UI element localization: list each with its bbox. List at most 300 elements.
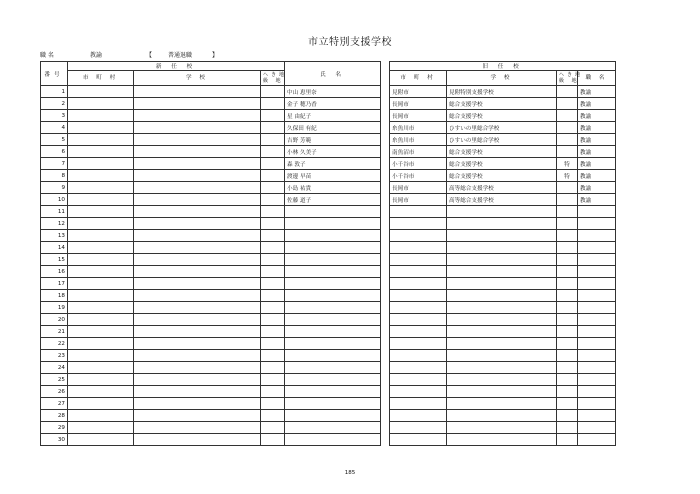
new-school-cell [134,86,261,98]
old-school-cell: 高等総合支援学校 [447,194,557,206]
old-city-cell: 長岡市 [390,182,447,194]
old-school-cell: 高等総合支援学校 [447,182,557,194]
new-remote-cell [261,134,285,146]
new-city-cell [68,206,134,218]
position-cell: 教諭 [578,194,616,206]
new-school-cell [134,218,261,230]
name-cell [285,434,381,446]
new-city-cell [68,386,134,398]
old-school-cell [447,266,557,278]
gap-cell [381,98,390,110]
gap-cell [381,134,390,146]
new-school-cell [134,290,261,302]
name-cell [285,398,381,410]
row-number: 28 [41,410,68,422]
row-number: 15 [41,254,68,266]
row-number: 13 [41,230,68,242]
table-row [41,350,616,362]
header-new-city: 市 町 村 [68,71,134,86]
job-label: 職 名 [40,52,54,59]
name-cell [285,218,381,230]
new-city-cell [68,290,134,302]
position-cell [578,338,616,350]
gap-cell [381,254,390,266]
gap-cell [381,122,390,134]
job-line [40,50,218,59]
old-remote-cell [557,98,578,110]
old-remote-cell [557,146,578,158]
table-row [41,134,616,146]
position-cell: 教諭 [578,98,616,110]
job-value: 教諭 [90,52,103,59]
old-school-cell [447,218,557,230]
gap-cell [381,386,390,398]
row-number: 11 [41,206,68,218]
old-school-cell [447,422,557,434]
gap-cell [381,398,390,410]
row-number: 8 [41,170,68,182]
position-cell [578,278,616,290]
gap-cell [381,362,390,374]
old-city-cell: 長岡市 [390,194,447,206]
new-remote-cell [261,170,285,182]
name-cell: 小林 久美子 [285,146,381,158]
gap-cell [381,326,390,338]
row-number: 21 [41,326,68,338]
new-remote-cell [261,422,285,434]
old-school-cell [447,326,557,338]
old-school-cell [447,206,557,218]
position-cell [578,410,616,422]
old-remote-cell [557,326,578,338]
gap-cell [381,86,390,98]
table-row [41,110,616,122]
old-city-cell [390,326,447,338]
old-school-cell [447,398,557,410]
old-city-cell: 長岡市 [390,98,447,110]
position-cell [578,398,616,410]
old-school-cell: 総合支援学校 [447,146,557,158]
new-city-cell [68,194,134,206]
gap-cell [381,170,390,182]
new-remote-cell [261,230,285,242]
new-school-cell [134,170,261,182]
old-school-cell: 見附特別支援学校 [447,86,557,98]
position-cell [578,254,616,266]
row-number: 24 [41,362,68,374]
new-remote-cell [261,398,285,410]
new-city-cell [68,434,134,446]
position-cell [578,242,616,254]
new-school-cell [134,254,261,266]
header-row-1 [41,62,616,71]
position-cell [578,290,616,302]
old-city-cell: 長岡市 [390,110,447,122]
new-city-cell [68,410,134,422]
new-city-cell [68,86,134,98]
old-city-cell: 南魚沼市 [390,146,447,158]
new-remote-cell [261,218,285,230]
old-remote-cell [557,266,578,278]
new-city-cell [68,242,134,254]
new-city-cell [68,134,134,146]
table-row [41,230,616,242]
position-cell [578,314,616,326]
row-number: 5 [41,134,68,146]
old-school-cell [447,254,557,266]
new-school-cell [134,110,261,122]
gap-cell [381,434,390,446]
header-old-city: 市 町 村 [390,71,447,86]
name-cell [285,326,381,338]
row-number: 18 [41,290,68,302]
header-position: 職 名 [578,71,616,86]
new-school-cell [134,338,261,350]
old-city-cell [390,206,447,218]
new-remote-cell [261,434,285,446]
name-cell [285,302,381,314]
table-row [41,170,616,182]
old-school-cell [447,386,557,398]
table-row [41,218,616,230]
name-cell [285,338,381,350]
new-remote-cell [261,386,285,398]
position-cell: 教諭 [578,170,616,182]
table-row [41,278,616,290]
name-cell: 中山 恵里奈 [285,86,381,98]
new-city-cell [68,422,134,434]
name-cell [285,278,381,290]
document-title: 市立特別支援学校 [308,37,392,48]
position-cell [578,386,616,398]
position-cell: 教諭 [578,86,616,98]
name-cell [285,254,381,266]
name-cell: 吉野 芳範 [285,134,381,146]
old-remote-cell [557,182,578,194]
table-row [41,266,616,278]
new-remote-cell [261,194,285,206]
new-school-cell [134,362,261,374]
header-no: 番号 [41,62,68,86]
new-city-cell [68,326,134,338]
old-school-cell [447,314,557,326]
new-school-cell [134,242,261,254]
new-city-cell [68,350,134,362]
old-school-cell: 総合支援学校 [447,158,557,170]
table-row [41,242,616,254]
gap-cell [381,290,390,302]
name-cell [285,410,381,422]
new-school-cell [134,158,261,170]
new-city-cell [68,362,134,374]
position-cell [578,230,616,242]
gap-cell [381,158,390,170]
new-school-cell [134,134,261,146]
new-school-cell [134,182,261,194]
new-school-cell [134,314,261,326]
new-remote-cell [261,110,285,122]
table-row [41,182,616,194]
new-school-cell [134,410,261,422]
name-cell [285,422,381,434]
table-row [41,302,616,314]
old-school-cell [447,350,557,362]
old-school-cell: ひすいの里総合学校 [447,134,557,146]
position-cell: 教諭 [578,122,616,134]
name-cell [285,350,381,362]
new-city-cell [68,170,134,182]
position-cell: 教諭 [578,110,616,122]
roster-body [41,86,616,446]
new-remote-cell [261,266,285,278]
new-remote-cell [261,278,285,290]
table-row [41,374,616,386]
name-cell: 小島 祐貴 [285,182,381,194]
new-school-cell [134,434,261,446]
header-name: 氏 名 [285,62,381,86]
new-city-cell [68,254,134,266]
position-cell [578,266,616,278]
old-city-cell: 糸魚川市 [390,122,447,134]
header-old-school: 旧 任 校 [390,62,616,71]
transfer-type: 普通退職 [168,52,193,59]
old-school-cell: 総合支援学校 [447,110,557,122]
new-remote-cell [261,254,285,266]
old-city-cell [390,302,447,314]
old-city-cell: 小千谷市 [390,158,447,170]
position-cell [578,206,616,218]
old-school-cell: 総合支援学校 [447,98,557,110]
gap-cell [381,266,390,278]
table-row [41,326,616,338]
gap-cell [381,110,390,122]
new-remote-cell [261,242,285,254]
row-number: 19 [41,302,68,314]
old-school-cell [447,410,557,422]
table-row [41,314,616,326]
old-remote-cell [557,86,578,98]
name-cell [285,242,381,254]
row-number: 6 [41,146,68,158]
old-remote-cell [557,410,578,422]
old-city-cell [390,230,447,242]
new-city-cell [68,110,134,122]
old-remote-cell [557,242,578,254]
position-cell: 教諭 [578,182,616,194]
old-remote-cell [557,302,578,314]
old-school-cell: 総合支援学校 [447,170,557,182]
name-cell: 星 由紀子 [285,110,381,122]
table-row [41,86,616,98]
old-remote-cell [557,362,578,374]
old-remote-cell [557,290,578,302]
row-number: 25 [41,374,68,386]
gap-cell [381,182,390,194]
new-school-cell [134,146,261,158]
old-remote-cell [557,350,578,362]
old-school-cell [447,242,557,254]
old-city-cell [390,266,447,278]
new-remote-cell [261,410,285,422]
table-row [41,158,616,170]
new-remote-cell [261,158,285,170]
position-cell [578,362,616,374]
old-city-cell [390,374,447,386]
row-number: 1 [41,86,68,98]
bracket-close: 】 [212,52,219,59]
new-remote-cell [261,122,285,134]
old-school-cell [447,434,557,446]
new-remote-cell [261,182,285,194]
position-cell: 教諭 [578,158,616,170]
table-row [41,362,616,374]
gap-cell [381,146,390,158]
old-city-cell [390,314,447,326]
bracket-open: 【 [146,52,153,59]
old-school-cell [447,230,557,242]
new-city-cell [68,146,134,158]
name-cell [285,230,381,242]
row-number: 16 [41,266,68,278]
table-row [41,386,616,398]
new-school-cell [134,98,261,110]
table-row [41,398,616,410]
old-city-cell [390,410,447,422]
name-cell [285,206,381,218]
new-city-cell [68,338,134,350]
new-city-cell [68,122,134,134]
new-city-cell [68,182,134,194]
old-city-cell [390,242,447,254]
old-city-cell [390,338,447,350]
new-school-cell [134,194,261,206]
row-number: 26 [41,386,68,398]
table-row [41,194,616,206]
gap-cell [381,218,390,230]
table-row [41,122,616,134]
name-cell [285,266,381,278]
table-row [41,254,616,266]
old-remote-cell [557,422,578,434]
row-number: 2 [41,98,68,110]
table-row [41,434,616,446]
new-city-cell [68,314,134,326]
table-row [41,338,616,350]
old-school-cell [447,338,557,350]
gap-cell [381,338,390,350]
new-city-cell [68,374,134,386]
new-city-cell [68,398,134,410]
position-cell [578,422,616,434]
old-remote-cell [557,134,578,146]
old-city-cell [390,350,447,362]
old-remote-cell [557,194,578,206]
name-cell [285,290,381,302]
table-row [41,146,616,158]
row-number: 12 [41,218,68,230]
table-row [41,422,616,434]
name-cell [285,374,381,386]
header-new-school: 新 任 校 [68,62,285,71]
new-city-cell [68,98,134,110]
old-remote-cell [557,434,578,446]
new-school-cell [134,422,261,434]
position-cell: 教諭 [578,146,616,158]
gap-cell [381,194,390,206]
position-cell: 教諭 [578,134,616,146]
new-school-cell [134,302,261,314]
old-school-cell [447,362,557,374]
new-city-cell [68,218,134,230]
column-gap [381,62,390,86]
old-city-cell [390,386,447,398]
row-number: 30 [41,434,68,446]
new-school-cell [134,122,261,134]
new-city-cell [68,278,134,290]
position-cell [578,326,616,338]
old-remote-cell [557,218,578,230]
new-school-cell [134,206,261,218]
old-city-cell [390,290,447,302]
gap-cell [381,314,390,326]
row-number: 27 [41,398,68,410]
header-new-remote: へき地 級 地 [261,71,285,86]
header-old-remote: へき地 級 地 [557,71,578,86]
new-remote-cell [261,326,285,338]
old-city-cell [390,254,447,266]
new-remote-cell [261,98,285,110]
new-school-cell [134,398,261,410]
gap-cell [381,422,390,434]
old-city-cell [390,434,447,446]
row-number: 10 [41,194,68,206]
roster-table [40,61,616,446]
new-remote-cell [261,350,285,362]
row-number: 23 [41,350,68,362]
header-old-school-name: 学 校 [447,71,557,86]
old-remote-cell [557,110,578,122]
row-number: 14 [41,242,68,254]
new-remote-cell [261,374,285,386]
row-number: 17 [41,278,68,290]
row-number: 22 [41,338,68,350]
row-number: 7 [41,158,68,170]
position-cell [578,350,616,362]
gap-cell [381,230,390,242]
new-remote-cell [261,302,285,314]
position-cell [578,302,616,314]
old-city-cell: 糸魚川市 [390,134,447,146]
old-remote-cell [557,374,578,386]
position-cell [578,374,616,386]
gap-cell [381,350,390,362]
header-new-school-name: 学 校 [134,71,261,86]
name-cell [285,362,381,374]
old-city-cell: 小千谷市 [390,170,447,182]
old-remote-cell [557,398,578,410]
old-city-cell [390,218,447,230]
new-school-cell [134,326,261,338]
name-cell: 森 敦子 [285,158,381,170]
gap-cell [381,278,390,290]
name-cell: 久保田 有紀 [285,122,381,134]
old-school-cell: ひすいの里総合学校 [447,122,557,134]
old-remote-cell [557,230,578,242]
new-remote-cell [261,206,285,218]
old-school-cell [447,374,557,386]
row-number: 29 [41,422,68,434]
old-school-cell [447,302,557,314]
